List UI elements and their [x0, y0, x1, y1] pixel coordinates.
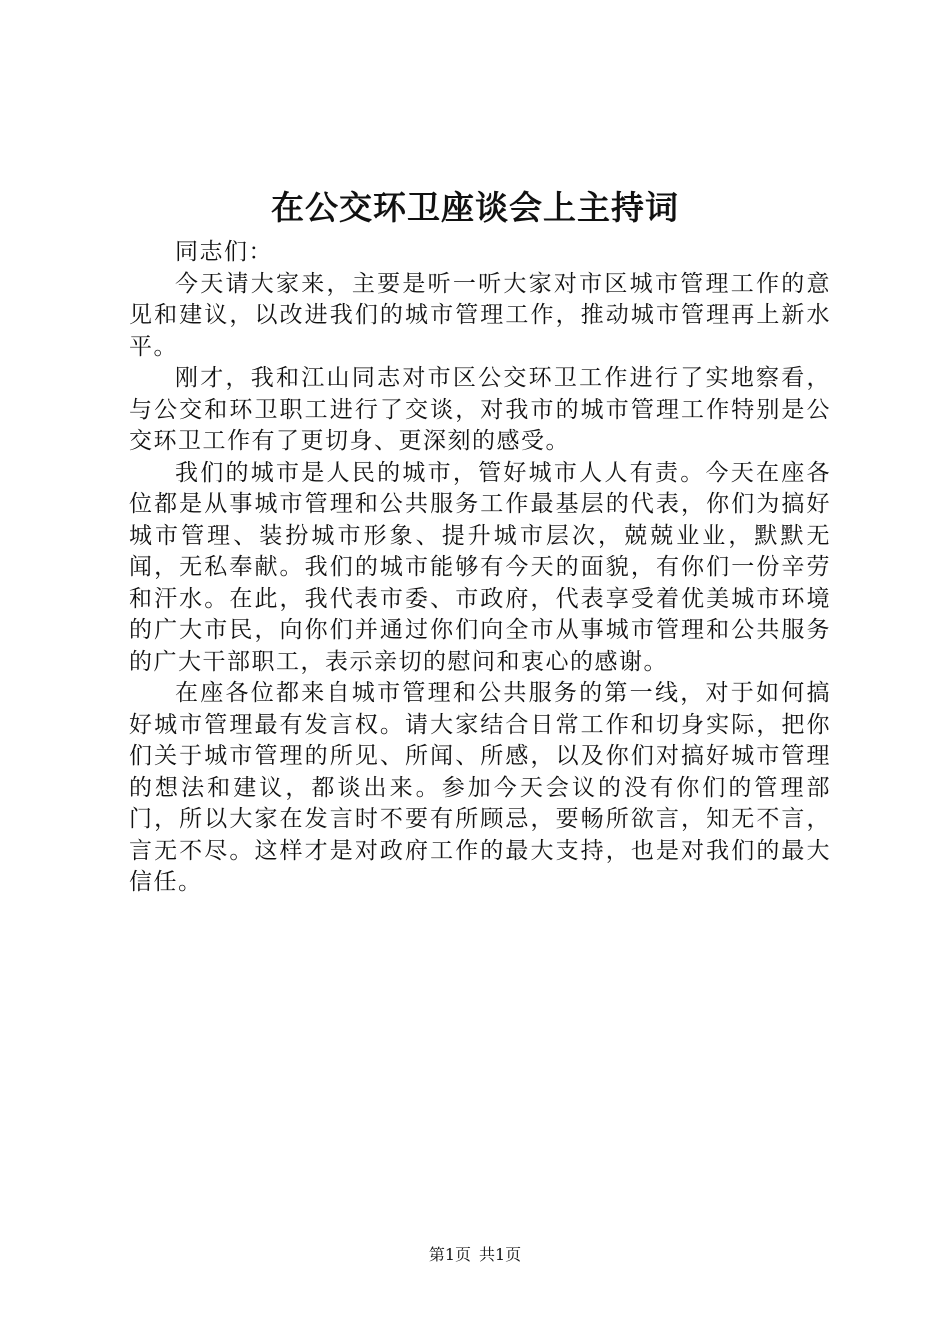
document-body: [129, 237, 831, 899]
page-number: 第1页: [428, 1245, 471, 1264]
paragraph: 在座各位都来自城市管理和公共服务的第一线，对于如何搞好城市管理最有发言权。请大家结合日常工作和切身实际，把你们关于城市管理的所见、所闻、所感，以及你们对搞好城市管理的想法和建议，都谈出来。参加今天会议的没有你们的管理部门，所以大家在发言时不要有所顾忌，要畅所欲言，知无不言，言无不尽。这样才是对政府工作的最大支持，也是对我们的最大信任。: [129, 680, 831, 895]
salutation: 同志们：: [175, 239, 273, 265]
paragraph: 今天请大家来，主要是听一听大家对市区城市管理工作的意见和建议，以改进我们的城市管理工作，推动城市管理再上新水平。: [129, 270, 831, 360]
page-footer: [0, 1243, 950, 1267]
page-total: 共1页: [479, 1245, 522, 1264]
document-title: 在公交环卫座谈会上主持词: [271, 188, 679, 227]
paragraph: 我们的城市是人民的城市，管好城市人人有责。今天在座各位都是从事城市管理和公共服务工作最基层的代表，你们为搞好城市管理、装扮城市形象、提升城市层次，兢兢业业，默默无闻，无私奉献。我们的城市能够有今天的面貌，有你们一份辛劳和汗水。在此，我代表市委、市政府，代表享受着优美城市环境的广大市民，向你们并通过你们向全市从事城市管理和公共服务的广大干部职工，表示亲切的慰问和衷心的感谢。: [129, 459, 831, 675]
paragraph: 刚才，我和江山同志对市区公交环卫工作进行了实地察看，与公交和环卫职工进行了交谈，对我市的城市管理工作特别是公交环卫工作有了更切身、更深刻的感受。: [129, 365, 831, 454]
